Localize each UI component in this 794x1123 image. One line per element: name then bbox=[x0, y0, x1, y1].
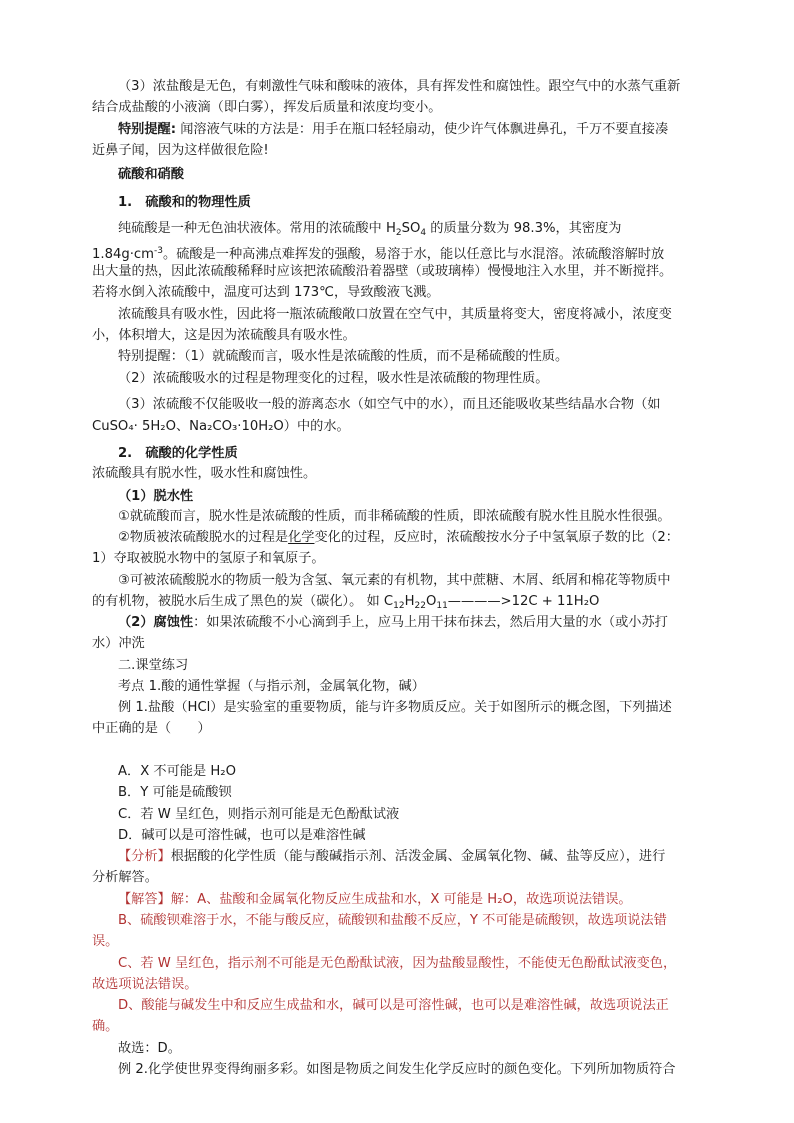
phys-para1-line3: 出大量的热，因此浓硫酸稀释时应该把浓硫酸沿着器壁（或玻璃棒）慢慢地注入水里，并不断搅拌。 bbox=[92, 264, 673, 279]
tip-smell-line1 bbox=[118, 121, 668, 139]
solution-c-line2: 故选项说法错误。 bbox=[92, 977, 198, 992]
tip-text: 闻溶液气味的方法是：用手在瓶口轻轻扇动，使少许气体飘进鼻孔，千万不要直接凑 bbox=[176, 122, 669, 137]
phys-para1-line1: 纯硫酸是一种无色油状液体。常用的浓硫酸中 $H_2SO_4$ 的质量分数为 98.3%，其密度为 bbox=[118, 221, 622, 238]
dehydration-item3-line1: ③可被浓硫酸脱水的物质一般为含氢、氧元素的有机物，其中蔗糖、木屑、纸屑和棉花等物质中 bbox=[118, 573, 671, 588]
dehydration-title: （1）脱水性 bbox=[118, 489, 194, 504]
dehydration-item2-line1: ②物质被浓硫酸脱水的过程是化学变化的过程，反应时，浓硫酸按水分子中氢氧原子数的比（2： bbox=[118, 530, 679, 545]
tip2-line3: （3）浓硫酸不仅能吸收一般的游离态水（如空气中的水），而且还能吸收某些结晶水合物（如 bbox=[118, 397, 661, 412]
corrosion-line2: 水）冲洗 bbox=[92, 636, 145, 651]
analysis-line1: 【分析】根据酸的化学性质（能与酸碱指示剂、活泼金属、金属氧化物、碱、盐等反应），进行 bbox=[118, 849, 666, 864]
corrosion-line1: （2）腐蚀性：如果浓硫酸不小心滴到手上，应马上用干抹布抹去，然后用大量的水（或小苏打 bbox=[118, 615, 668, 630]
dehydration-item2-line2: 1）夺取被脱水物中的氢原子和氧原子。 bbox=[92, 551, 325, 566]
phys-para2-line1: 浓硫酸具有吸水性，因此将一瓶浓硫酸敞口放置在空气中，其质量将变大，密度将减小，浓度变 bbox=[118, 307, 672, 322]
option-a: A．X 不可能是 H₂O bbox=[118, 764, 236, 779]
practice-title: 二.课堂练习 bbox=[118, 658, 189, 673]
dehydration-item3-line2: 的有机物，被脱水后生成了黑色的炭（碳化）。 如 $C_{12}H_{22}O_{11}————>12C + 11H_2O$ bbox=[92, 594, 600, 611]
solution-label: 【解答】 bbox=[118, 892, 171, 907]
phys-para1-line4: 若将水倒入浓硫酸中，温度可达到 173℃，导致酸液飞溅。 bbox=[92, 285, 440, 300]
solution-d-line2: 确。 bbox=[92, 1019, 119, 1034]
solution-d-line1: D、酸能与碱发生中和反应生成盐和水，碱可以是可溶性碱，也可以是难溶性碱，故选项说法正 bbox=[118, 998, 669, 1013]
para-hcl-3-line2: 结合成盐酸的小液滴（即白雾），挥发后质量和浓度均变小。 bbox=[92, 100, 442, 115]
solution-line1: 【解答】解：A、盐酸和金属氧化物反应生成盐和水，X 可能是 H₂O，故选项说法错误。 bbox=[118, 892, 632, 907]
dehydration-item1: ①就硫酸而言，脱水性是浓硫酸的性质，而非稀硫酸的性质，即浓硫酸有脱水性且脱水性很强。 bbox=[118, 509, 671, 524]
answer-line: 故选：D。 bbox=[118, 1041, 181, 1056]
example1-line2: 中正确的是（ ） bbox=[92, 721, 211, 736]
option-d: D．碱可以是可溶性碱，也可以是难溶性碱 bbox=[118, 828, 366, 843]
tip2-line2: （2）浓硫酸吸水的过程是物理变化的过程，吸水性是浓硫酸的物理性质。 bbox=[118, 371, 549, 386]
corrosion-label: （2）腐蚀性 bbox=[118, 615, 194, 630]
solution-c-line1: C、若 W 呈红色，指示剂不可能是无色酚酞试液，因为盐酸显酸性，不能使无色酚酞试液变色， bbox=[118, 956, 677, 971]
subsection-physical-title: 1. 硫酸和的物理性质 bbox=[118, 195, 251, 210]
section-title: 硫酸和硝酸 bbox=[118, 167, 184, 182]
tip2-line1: 特别提醒：（1）就硫酸而言，吸水性是浓硫酸的性质，而不是稀硫酸的性质。 bbox=[118, 349, 569, 364]
phys-para2-line2: 小，体积增大，这是因为浓硫酸具有吸水性。 bbox=[92, 328, 356, 343]
subsection-chemical-title: 2. 硫酸的化学性质 bbox=[118, 446, 238, 461]
example2-line1: 例 2.化学使世界变得绚丽多彩。如图是物质之间发生化学反应时的颜色变化。下列所加物质符合 bbox=[118, 1062, 676, 1077]
option-c: C．若 W 呈红色，则指示剂可能是无色酚酞试液 bbox=[118, 807, 400, 822]
analysis-label: 【分析】 bbox=[118, 849, 171, 864]
para-hcl-3-line1: （3）浓盐酸是无色，有刺激性气味和酸味的液体，具有挥发性和腐蚀性。跟空气中的水蒸气重新 bbox=[118, 79, 681, 94]
tip-smell-line2: 近鼻子闻，因为这样做很危险! bbox=[92, 143, 269, 158]
tip2-line4: CuSO₄· 5H₂O、Na₂CO₃·10H₂O）中的水。 bbox=[92, 419, 350, 434]
option-b: B．Y 可能是硫酸钡 bbox=[118, 785, 232, 800]
solution-b-line2: 误。 bbox=[92, 934, 119, 949]
analysis-line2: 分析解答。 bbox=[92, 870, 158, 885]
chem-intro: 浓硫酸具有脱水性，吸水性和腐蚀性。 bbox=[92, 466, 317, 481]
tip-label: 特别提醒: bbox=[118, 122, 177, 137]
phys-para1-line2: $1.84g\cdot cm^{-3}$。硫酸是一种高沸点难挥发的强酸，易溶于水，能以任意比与水混溶。浓硫酸溶解时放 bbox=[92, 246, 665, 262]
solution-b-line1: B、硫酸钡难溶于水，不能与酸反应，硫酸钡和盐酸不反应，Y 不可能是硫酸钡，故选项说法错 bbox=[118, 913, 667, 928]
exam-point-1: 考点 1.酸的通性掌握（与指示剂，金属氧化物，碱） bbox=[118, 679, 425, 694]
example1-line1: 例 1.盐酸（HCl）是实验室的重要物质，能与许多物质反应。关于如图所示的概念图，下列描述 bbox=[118, 700, 672, 715]
